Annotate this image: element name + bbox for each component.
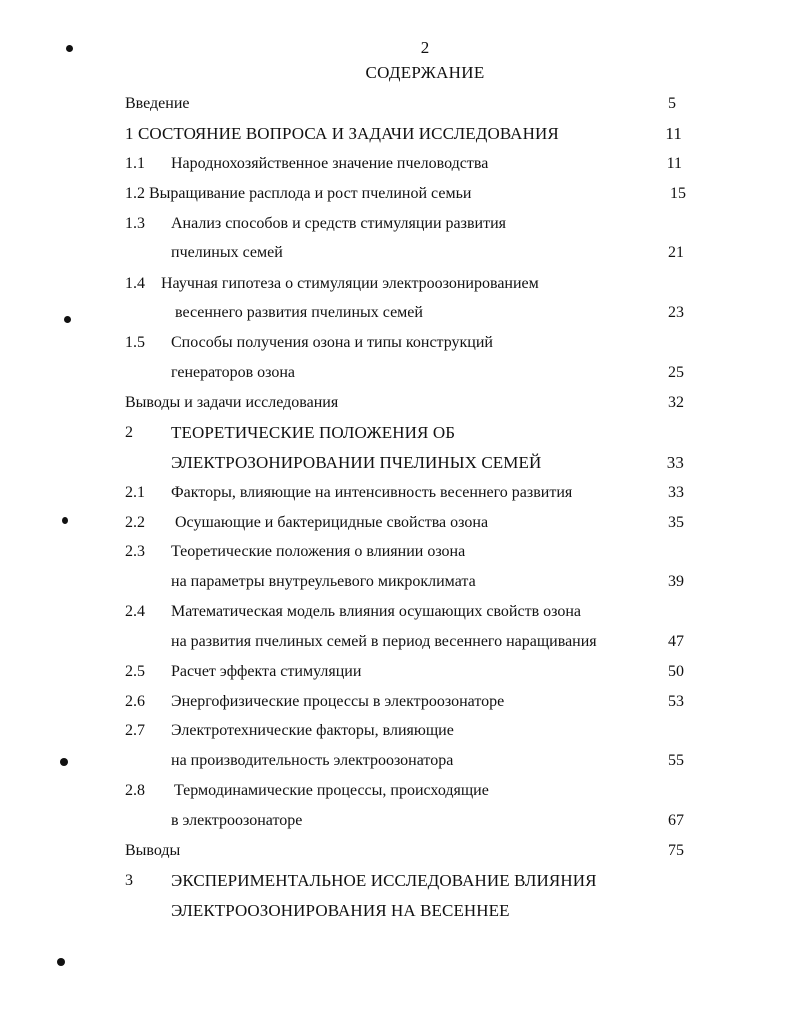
toc-entry [0,658,794,686]
toc-entry-page: 32 [668,394,684,411]
toc-entry-text: Математическая модель влияния осушающих свойств озона [171,603,582,620]
toc-entry-page: 67 [668,812,684,829]
toc-entry-page: 53 [668,693,684,710]
toc-entry-page: 23 [668,304,684,321]
toc-entry [0,538,794,566]
toc-entry [0,389,794,417]
toc-entry-page: 47 [668,633,684,650]
toc-entry-number: 2.1 [125,484,145,501]
toc-entry-text: Введение [125,95,190,112]
toc-entry-text: Выводы и задачи исследования [125,394,339,411]
toc-entry-text: Энергофизические процессы в электроозонаторе [171,693,505,710]
toc-entry-number: 2.5 [125,663,145,680]
toc-entry [0,449,794,477]
toc-entry-page: 33 [668,484,684,501]
toc-entry-number: 2 [125,424,134,441]
toc-entry-number: 1.3 [125,215,145,232]
toc-entry [0,568,794,596]
toc-entry-text: на параметры внутреульевого микроклимата [171,573,476,590]
scan-mark [64,316,71,323]
toc-entry-number: 2.3 [125,543,145,560]
toc-entry [0,270,794,298]
toc-entry-number: 2.4 [125,603,145,620]
toc-entry-text: Факторы, влияющие на интенсивность весеннего развития [171,484,573,501]
toc-entry-number: 1.4 [125,275,145,292]
toc-entry-page: 11 [666,155,682,172]
toc-entry [0,897,794,925]
toc-entry [0,509,794,537]
scan-mark [66,45,73,52]
toc-entry-text: на развития пчелиных семей в период весеннего наращивания [171,633,597,650]
toc-entry-text: Электротехнические факторы, влияющие [171,722,454,739]
toc-entry-number: 2.7 [125,722,145,739]
toc-entry-text: 1.2 Выращивание расплода и рост пчелиной семьи [125,185,472,202]
toc-entry-text: Способы получения озона и типы конструкций [171,334,493,351]
toc-entry [0,837,794,865]
toc-entry-text: Термодинамические процессы, происходящие [174,782,489,799]
toc-entry [0,150,794,178]
toc-entry [0,120,794,148]
toc-entry [0,867,794,895]
toc-entry [0,628,794,656]
toc-entry-text: Расчет эффекта стимуляции [171,663,362,680]
scan-mark [57,958,65,966]
toc-entry [0,807,794,835]
toc-entry-text: Анализ способов и средств стимуляции развития [171,215,506,232]
toc-entry-text: Осушающие и бактерицидные свойства озона [175,514,489,531]
toc-entry-text: Научная гипотеза о стимуляции электроозонированием [161,275,539,292]
toc-entry [0,747,794,775]
toc-entry-page: 75 [668,842,684,859]
toc-entry-number: 1.1 [125,155,145,172]
toc-entry-text: пчелиных семей [171,244,283,261]
toc-entry [0,359,794,387]
toc-entry-text: Теоретические положения о влиянии озона [171,543,466,560]
toc-entry-page: 5 [668,95,676,112]
toc-entry [0,329,794,357]
toc-entry-text: ЭКСПЕРИМЕНТАЛЬНОЕ ИССЛЕДОВАНИЕ ВЛИЯНИЯ [171,871,597,890]
toc-entry-number: 2.6 [125,693,145,710]
toc-entry [0,210,794,238]
toc-entry-text: генераторов озона [171,364,296,381]
toc-entry [0,180,794,208]
toc-entry-page: 35 [668,514,684,531]
toc-entry-text: в электроозонаторе [171,812,303,829]
toc-entry-number: 2.8 [125,782,145,799]
toc-entry [0,479,794,507]
scan-mark [62,517,68,524]
toc-entry-page: 39 [668,573,684,590]
toc-entry-text: Народнохозяйственное значение пчеловодства [171,155,489,172]
toc-entry [0,777,794,805]
scan-mark [60,758,68,766]
toc-entry-text: Выводы [125,842,181,859]
toc-entry [0,688,794,716]
toc-entry-page: 50 [668,663,684,680]
toc-entry-page: 55 [668,752,684,769]
toc-entry-text: ТЕОРЕТИЧЕСКИЕ ПОЛОЖЕНИЯ ОБ [171,423,456,442]
toc-entry-text: весеннего развития пчелиных семей [175,304,423,321]
toc-entry-number: 2.2 [125,514,145,531]
toc-entry-text: ЭЛЕКТРООЗОНИРОВАНИЯ НА ВЕСЕННЕЕ [171,901,510,920]
toc-entry-number: 1.5 [125,334,145,351]
toc-entry [0,598,794,626]
toc-entry-page: 11 [665,124,682,143]
toc-entry [0,299,794,327]
toc-entry [0,239,794,267]
toc-entry [0,419,794,447]
toc-entry-page: 25 [668,364,684,381]
toc-entry-text: 1 СОСТОЯНИЕ ВОПРОСА И ЗАДАЧИ ИССЛЕДОВАНИЯ [125,124,559,143]
toc-title: СОДЕРЖАНИЕ [365,63,485,82]
page-number: 2 [420,38,430,57]
toc-entry-number: 3 [125,872,134,889]
toc-entry [0,90,794,118]
toc-entry [0,717,794,745]
toc-entry-page: 33 [666,453,684,472]
toc-entry-page: 21 [668,244,684,261]
toc-entry-text: на производительность электроозонатора [171,752,454,769]
toc-entry-page: 15 [670,185,686,202]
toc-entry-text: ЭЛЕКТРОЗОНИРОВАНИИ ПЧЕЛИНЫХ СЕМЕЙ [171,453,542,472]
